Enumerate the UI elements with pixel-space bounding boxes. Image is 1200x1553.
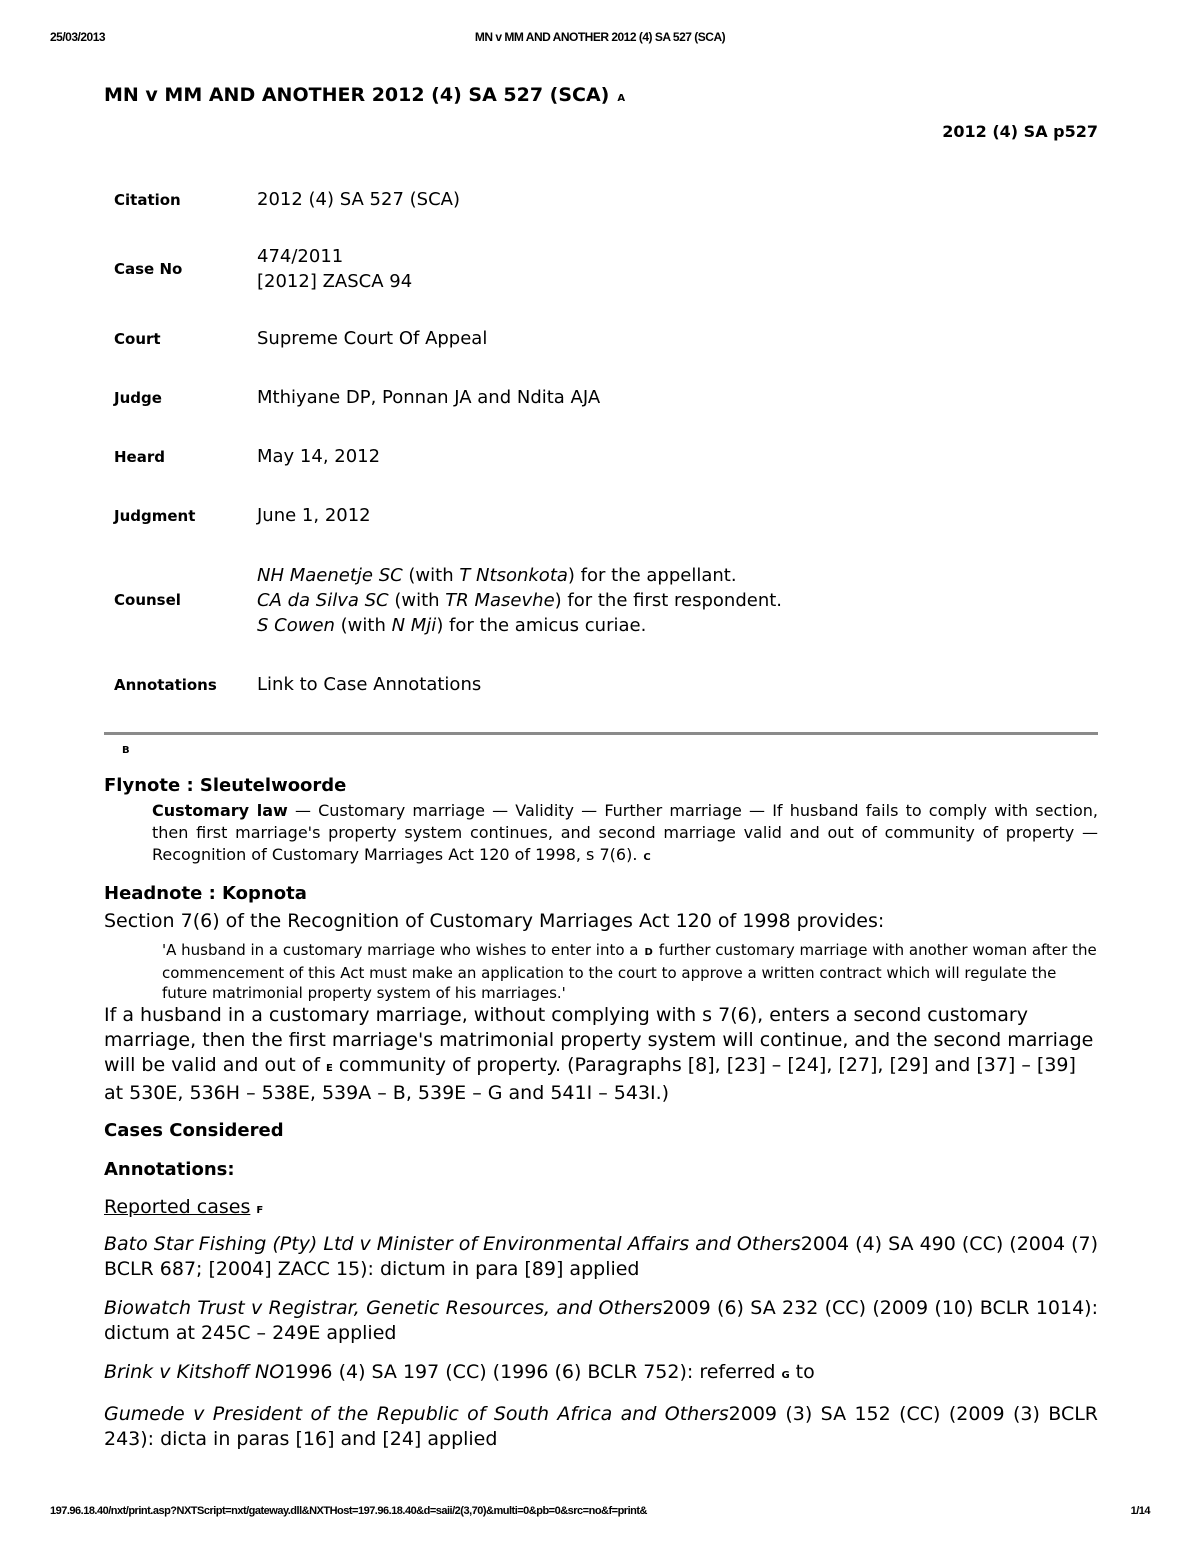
case-name: Bato Star Fishing (Pty) Ltd v Minister of Environmental Affairs and Others: [104, 1233, 801, 1255]
meta-value: 2012 (4) SA 527 (SCA): [257, 189, 460, 210]
margin-marker-c: C: [643, 852, 651, 863]
meta-label: Citation: [114, 190, 181, 209]
counsel-line: [257, 563, 782, 588]
holding-text: If a husband in a customary marriage, without complying with s 7(6), enters a second customary marriage, then the first marriage's matrimonial property system will continue, and the second marriage will be valid and out of: [104, 1004, 1094, 1076]
meta-row-citation: [114, 170, 782, 229]
holding-text: community of property. (Paragraphs [8], [23] – [24], [27], [29] and [37] – [39] at 530E, 536H – 538E, 539A – B, 539E – G and 541I – 543I.): [104, 1054, 1076, 1104]
meta-label: Annotations: [114, 675, 217, 694]
headnote-lead: Section 7(6) of the Recognition of Customary Marriages Act 120 of 1998 provides:: [104, 910, 885, 932]
case-citation: 2009 (3) SA 152 (CC) (2009 (3) BCLR 243): dicta in paras [16] and [24] applied: [104, 1403, 1099, 1450]
meta-row-heard: [114, 427, 782, 486]
document-title: [104, 80, 1098, 110]
case-citation: 2009 (6) SA 232 (CC) (2009 (10) BCLR 1014): dictum at 245C – 249E applied: [104, 1297, 1099, 1344]
counsel-text: (with: [334, 614, 392, 636]
case-entry: [104, 1402, 1098, 1452]
meta-label: Court: [114, 329, 161, 348]
flynote-text: [152, 800, 1098, 869]
meta-row-annotations: [114, 655, 782, 714]
quote-text: further customary marriage with another woman after the commencement of this Act must make an application to the court to approve a written contract which will regulate the future matrimonial property system of his marriages.': [162, 941, 1097, 1002]
case-metadata-table: [114, 170, 782, 714]
print-footer: [50, 1505, 1150, 1523]
meta-value: May 14, 2012: [257, 446, 381, 467]
margin-marker-g: G: [781, 1370, 790, 1381]
headnote-heading: Headnote : Kopnota: [104, 883, 307, 904]
meta-label: Heard: [114, 447, 165, 466]
counsel-name: S Cowen: [257, 614, 335, 636]
case-citation: to: [795, 1361, 815, 1383]
print-date: 25/03/2013: [50, 30, 106, 44]
flynote-heading: Flynote : Sleutelwoorde: [104, 775, 347, 796]
meta-value: [257, 229, 782, 309]
document-content: [104, 80, 1098, 1452]
meta-label: Case No: [114, 260, 183, 278]
meta-row-court: [114, 309, 782, 368]
case-entry: [104, 1296, 1098, 1346]
meta-value: June 1, 2012: [257, 505, 371, 526]
counsel-text: ) for the appellant.: [567, 564, 737, 586]
meta-value: Mthiyane DP, Ponnan JA and Ndita AJA: [257, 387, 601, 408]
margin-marker-b: B: [122, 745, 130, 756]
case-entry: [104, 1360, 1098, 1388]
counsel-name: T Ntsonkota: [459, 564, 568, 586]
cases-considered-heading: Cases Considered: [104, 1120, 284, 1141]
meta-row-judgment: [114, 486, 782, 545]
quote-text: 'A husband in a customary marriage who wishes to enter into a: [162, 941, 639, 959]
meta-row-counsel: [114, 545, 782, 655]
case-citation: 1996 (4) SA 197 (CC) (1996 (6) BCLR 752): referred: [284, 1361, 776, 1383]
annotations-heading: Annotations:: [104, 1159, 235, 1180]
case-citation: 2004 (4) SA 490 (CC) (2004 (7) BCLR 687; [2004] ZACC 15): dictum in para [89] applied: [104, 1233, 1099, 1280]
meta-value: Supreme Court Of Appeal: [257, 328, 488, 349]
margin-marker-a: A: [617, 93, 626, 104]
flynote-body: — Customary marriage — Validity — Further marriage — If husband fails to comply with section, then first marriage's property system continues, and second marriage valid and out of community of property — Recognition of Customary Marriages Act 120 of 1998, s 7(6).: [152, 801, 1099, 864]
neutral-citation: [2012] ZASCA 94: [257, 271, 413, 292]
meta-label: Judge: [114, 388, 162, 407]
page-reference: 2012 (4) SA p527: [942, 122, 1098, 141]
statute-quote: [162, 940, 1098, 1003]
case-number: 474/2011: [257, 246, 344, 267]
print-title: MN v MM AND ANOTHER 2012 (4) SA 527 (SCA): [474, 30, 726, 44]
reported-cases-link[interactable]: [104, 1196, 1098, 1218]
page-number: 1/14: [1130, 1505, 1150, 1517]
flynote-topic: Customary law: [152, 801, 288, 820]
counsel-text: ) for the amicus curiae.: [436, 614, 647, 636]
counsel-name: N Mji: [391, 614, 437, 636]
counsel-text: (with: [402, 564, 460, 586]
meta-label: Counsel: [114, 591, 181, 609]
margin-marker-f: F: [256, 1205, 264, 1216]
case-annotations-link[interactable]: Link to Case Annotations: [257, 674, 482, 695]
headnote-holding: [104, 1003, 1098, 1106]
reported-cases-label[interactable]: Reported cases: [104, 1196, 251, 1218]
case-name: Biowatch Trust v Registrar, Genetic Resources, and Others: [104, 1297, 663, 1319]
margin-marker-e: E: [326, 1063, 333, 1074]
meta-label: Judgment: [114, 506, 196, 525]
counsel-line: [257, 588, 782, 613]
case-name: Gumede v President of the Republic of South Africa and Others: [104, 1403, 729, 1425]
margin-marker-d: D: [644, 947, 653, 958]
counsel-text: ) for the first respondent.: [554, 589, 783, 611]
meta-row-judge: [114, 368, 782, 427]
horizontal-divider: [104, 732, 1098, 735]
meta-value: [257, 545, 782, 655]
document-title-text: MN v MM AND ANOTHER 2012 (4) SA 527 (SCA): [104, 84, 610, 106]
counsel-name: CA da Silva SC: [257, 589, 389, 611]
counsel-name: TR Masevhe: [445, 589, 555, 611]
meta-row-case-no: [114, 229, 782, 309]
print-header: [50, 30, 1150, 50]
counsel-name: NH Maenetje SC: [257, 564, 403, 586]
case-name: Brink v Kitshoff NO: [104, 1361, 285, 1383]
counsel-line: [257, 613, 782, 638]
print-url: 197.96.18.40/nxt/print.asp?NXTScript=nxt/gateway.dll&NXTHost=197.96.18.40&d=saii/2(3,70)&multi=0&pb=0&src=no&f=print&: [50, 1505, 647, 1517]
case-entry: [104, 1232, 1098, 1282]
counsel-text: (with: [388, 589, 446, 611]
